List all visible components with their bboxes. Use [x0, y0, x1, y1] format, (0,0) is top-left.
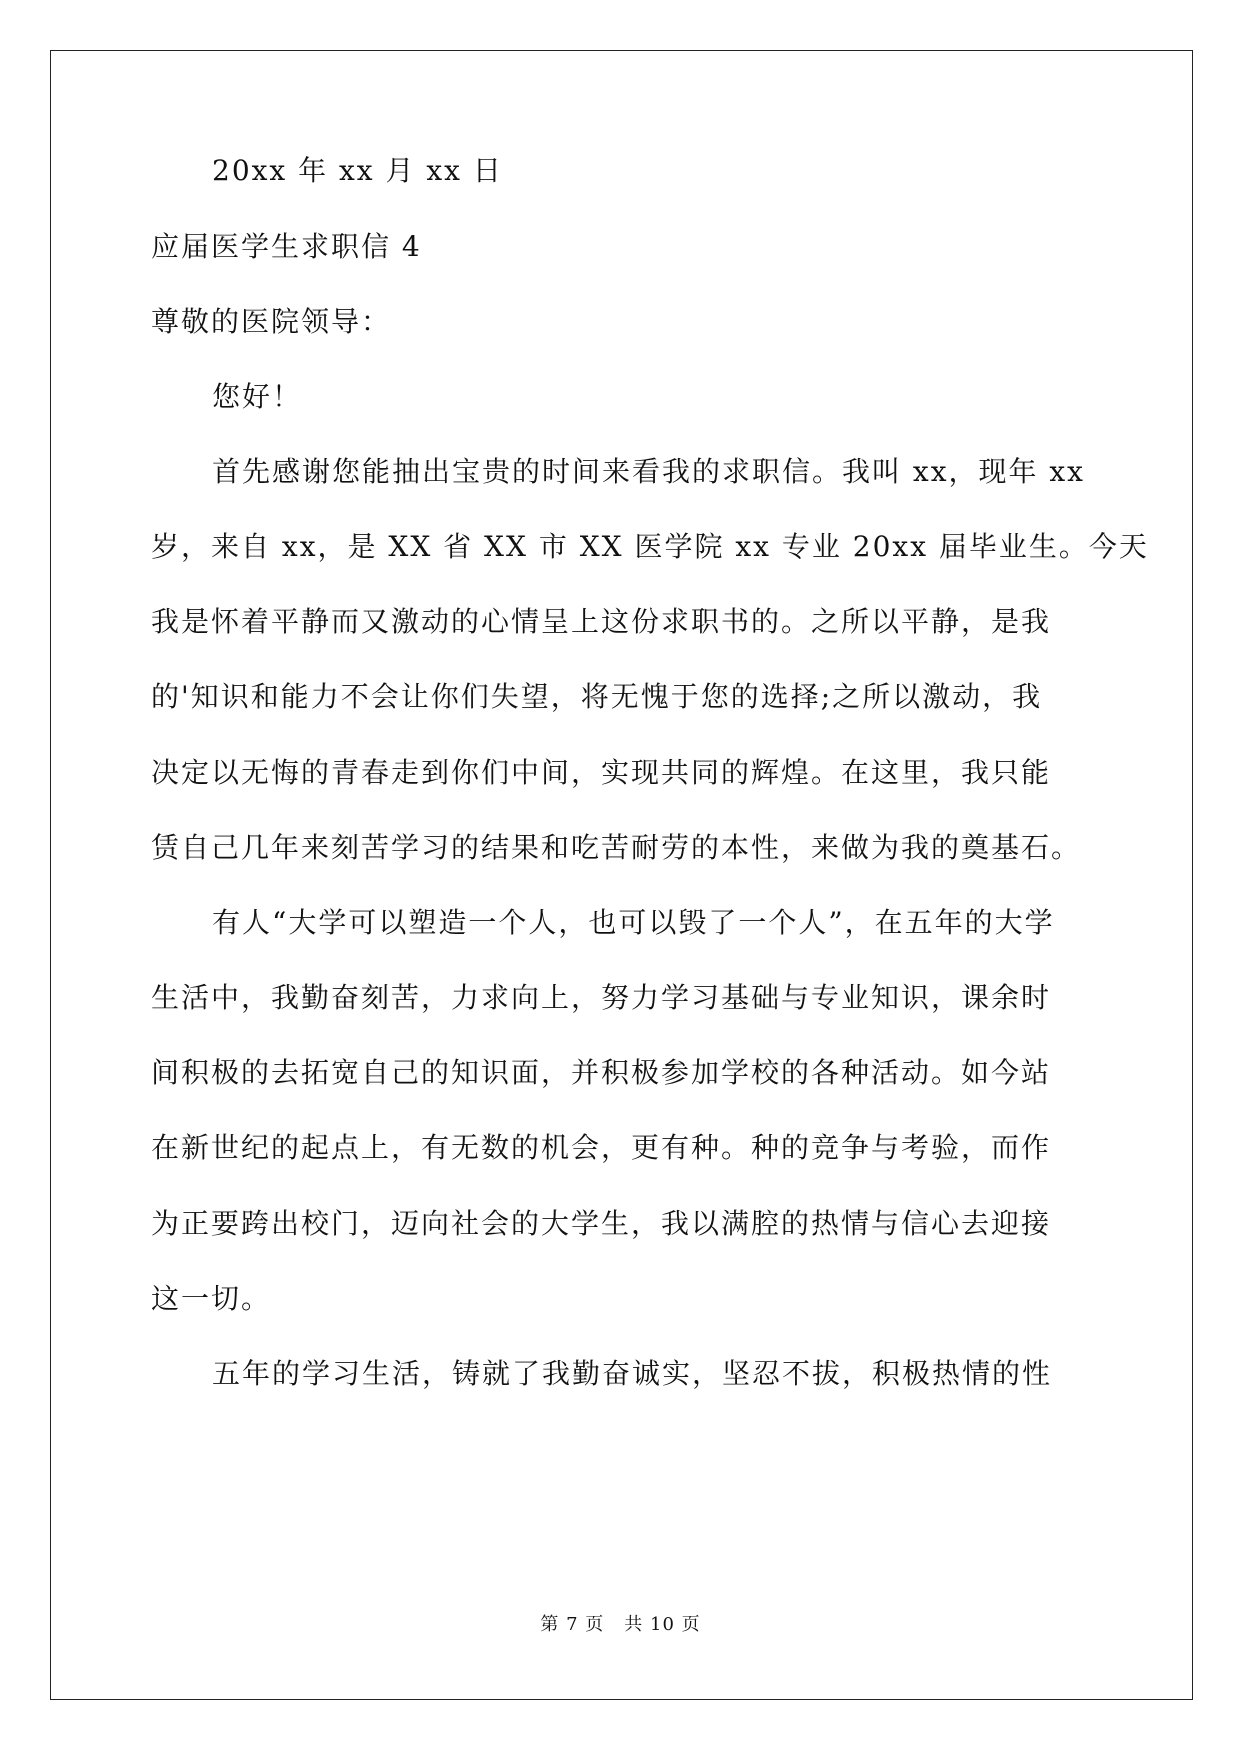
greeting: 您好！	[212, 380, 303, 413]
paragraph-line: 首先感谢您能抽出宝贵的时间来看我的求职信。我叫 xx，现年 xx	[212, 455, 1085, 488]
paragraph-line: 决定以无悔的青春走到你们中间，实现共同的辉煌。在这里，我只能	[151, 756, 1052, 789]
paragraph-line: 五年的学习生活，铸就了我勤奋诚实，坚忍不拔，积极热情的性	[212, 1357, 1053, 1390]
page-frame	[50, 50, 1193, 1700]
paragraph-line: 生活中，我勤奋刻苦，力求向上，努力学习基础与专业知识，课余时	[151, 981, 1052, 1014]
page-number: 第 7 页	[540, 1614, 605, 1635]
paragraph-line: 这一切。	[151, 1282, 272, 1315]
paragraph-line: 为正要跨出校门，迈向社会的大学生，我以满腔的热情与信心去迎接	[151, 1207, 1052, 1240]
page-footer	[0, 1613, 1241, 1637]
paragraph-line: 有人“大学可以塑造一个人，也可以毁了一个人”，在五年的大学	[212, 906, 1055, 939]
paragraph-line: 赁自己几年来刻苦学习的结果和吃苦耐劳的本性，来做为我的奠基石。	[151, 831, 1082, 864]
page-total: 共 10 页	[624, 1614, 701, 1635]
paragraph-line: 在新世纪的起点上，有无数的机会，更有种。种的竞争与考验，而作	[151, 1131, 1052, 1164]
salutation: 尊敬的医院领导：	[151, 305, 392, 338]
date-line: 20xx 年 xx 月 xx 日	[212, 154, 503, 187]
paragraph-line: 的'知识和能力不会让你们失望，将无愧于您的选择;之所以激动，我	[151, 680, 1043, 713]
letter-title: 应届医学生求职信 4	[151, 230, 422, 263]
paragraph-line: 我是怀着平静而又激动的心情呈上这份求职书的。之所以平静，是我	[151, 605, 1052, 638]
paragraph-line: 岁，来自 xx，是 XX 省 XX 市 XX 医学院 xx 专业 20xx 届毕业生。今天	[151, 530, 1149, 563]
paragraph-line: 间积极的去拓宽自己的知识面，并积极参加学校的各种活动。如今站	[151, 1056, 1052, 1089]
